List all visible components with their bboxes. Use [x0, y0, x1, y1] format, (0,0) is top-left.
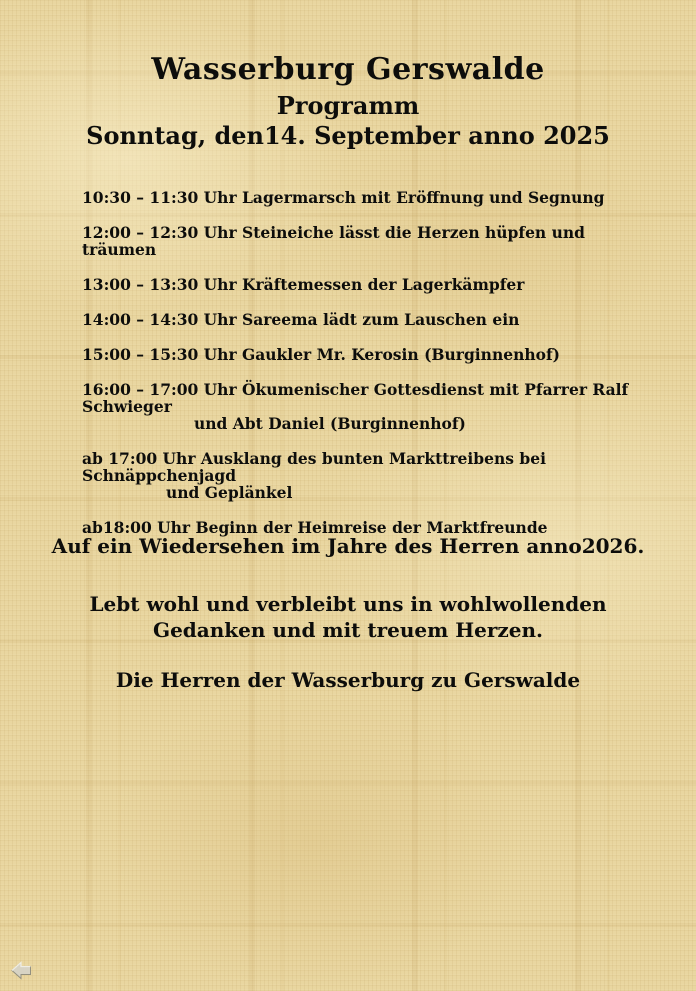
header: [0, 52, 696, 151]
closing-blessing: [0, 591, 696, 643]
page-subtitle: Programm: [276, 91, 420, 120]
schedule-item: [82, 381, 656, 432]
schedule-item: [82, 189, 656, 206]
schedule-item: [82, 276, 656, 293]
schedule-line: 14:00 – 14:30 Uhr Sareema lädt zum Lauschen ein: [82, 310, 520, 329]
schedule-item: [82, 346, 656, 363]
closing-signature: Die Herren der Wasserburg zu Gerswalde: [115, 668, 581, 692]
schedule-line: 13:00 – 13:30 Uhr Kräftemessen der Lagerkämpfer: [82, 275, 525, 294]
schedule-line: 12:00 – 12:30 Uhr Steineiche lässt die Herzen hüpfen und träumen: [82, 223, 585, 259]
schedule-line-continuation: und Abt Daniel (Burginnenhof): [194, 414, 466, 433]
schedule-item: [82, 224, 656, 258]
closing-blessing-line2: Gedanken und mit treuem Herzen.: [153, 618, 543, 642]
closing-farewell: Auf ein Wiedersehen im Jahre des Herren anno2026.: [51, 534, 645, 558]
closing-section: [0, 533, 696, 693]
schedule-list: [82, 189, 656, 554]
schedule-line: 16:00 – 17:00 Uhr Ökumenischer Gottesdienst mit Pfarrer Ralf Schwieger: [82, 380, 629, 416]
back-arrow-icon: [9, 971, 34, 986]
schedule-line: 15:00 – 15:30 Uhr Gaukler Mr. Kerosin (Burginnenhof): [82, 345, 560, 364]
back-navigation-button[interactable]: [9, 958, 34, 983]
schedule-line: 10:30 – 11:30 Uhr Lagermarsch mit Eröffnung und Segnung: [82, 188, 605, 207]
closing-blessing-line1: Lebt wohl und verbleibt uns in wohlwollenden: [89, 592, 607, 616]
schedule-line: ab 17:00 Uhr Ausklang des bunten Markttreibens bei Schnäppchenjagd: [82, 449, 546, 485]
schedule-item: [82, 450, 656, 501]
schedule-line: ab18:00 Uhr Beginn der Heimreise der Marktfreunde: [82, 518, 548, 537]
schedule-line-continuation: und Geplänkel: [166, 483, 293, 502]
event-date: Sonntag, den14. September anno 2025: [86, 121, 610, 150]
schedule-item: [82, 311, 656, 328]
page-title: Wasserburg Gerswalde: [151, 52, 545, 87]
